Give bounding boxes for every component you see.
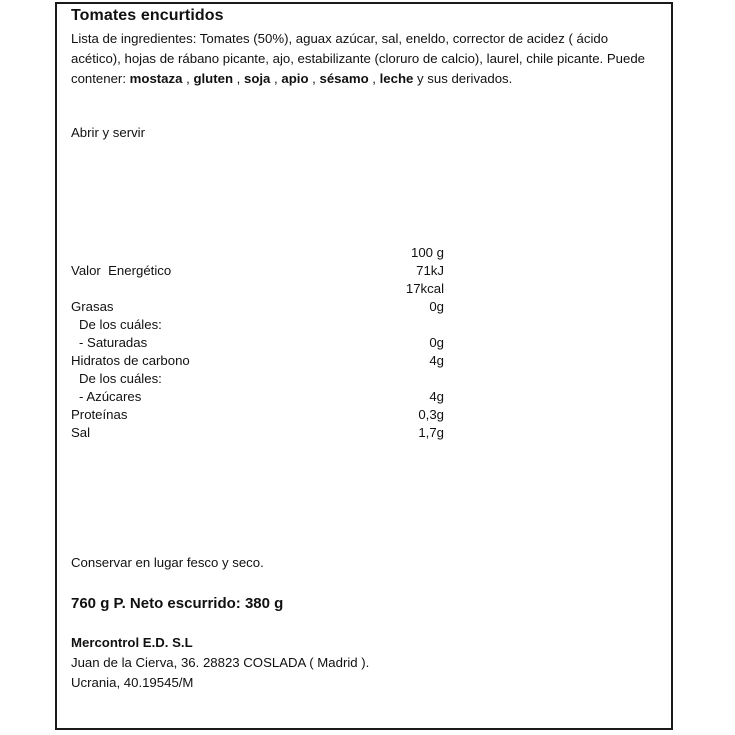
nutrition-label-saturadas: - Saturadas — [79, 335, 148, 350]
storage-instructions: Conservar en lugar fesco y seco. — [71, 555, 264, 570]
allergen-apio: apio — [281, 71, 309, 86]
nutrition-label-prote-nas: Proteínas — [71, 407, 128, 422]
allergen-leche: leche — [379, 71, 414, 86]
nutrition-value-valor-energ-tico: 71kJ — [416, 263, 444, 278]
allergen-gluten: gluten — [193, 71, 233, 86]
nutrition-label-az-cares: - Azúcares — [79, 389, 142, 404]
nutrition-value-prote-nas: 0,3g — [418, 407, 444, 422]
nutrition-label-de-los-cu-les: De los cuáles: — [79, 371, 162, 386]
company-block — [71, 633, 369, 693]
page-title: Tomates encurtidos — [71, 7, 224, 24]
nutrition-row-value — [57, 280, 671, 298]
nutrition-row-valor-energ-tico — [57, 262, 671, 280]
nutrition-row-de-los-cu-les — [57, 316, 671, 334]
nutrition-label-sal: Sal — [71, 425, 91, 440]
company-origin: Ucrania, 40.19545/M — [71, 675, 194, 690]
nutrition-label-de-los-cu-les: De los cuáles: — [79, 317, 162, 332]
nutrition-table — [57, 244, 671, 442]
nutrition-label-panel — [55, 2, 673, 730]
nutrition-value-value: 17kcal — [405, 281, 444, 296]
nutrition-header-row — [57, 244, 671, 262]
allergen-mostaza: mostaza — [129, 71, 183, 86]
usage-instructions: Abrir y servir — [71, 125, 145, 140]
nutrition-row-saturadas — [57, 334, 671, 352]
company-address: Juan de la Cierva, 36. 28823 COSLADA ( Madrid ). — [71, 655, 370, 670]
nutrition-row-prote-nas — [57, 406, 671, 424]
nutrition-value-hidratos-de-carbono: 4g — [429, 353, 444, 368]
ingredients-paragraph: Lista de ingredientes: Tomates (50%), aguax azúcar, sal, eneldo, corrector de acidez ( ácido acético), hojas de rábano picante, ajo, estabilizante (cloruro de calcio), laurel, chile picante. Puede contener: mostaza , gluten , soja , apio , sésamo , leche y sus derivados. — [71, 31, 645, 86]
nutrition-row-de-los-cu-les — [57, 370, 671, 388]
nutrition-column-header: 100 g — [410, 245, 444, 260]
nutrition-value-az-cares: 4g — [429, 389, 444, 404]
nutrition-label-hidratos-de-carbono: Hidratos de carbono — [71, 353, 190, 368]
nutrition-row-grasas — [57, 298, 671, 316]
nutrition-value-grasas: 0g — [429, 299, 444, 314]
company-name: Mercontrol E.D. S.L — [71, 635, 193, 650]
nutrition-label-grasas: Grasas — [71, 299, 114, 314]
nutrition-value-sal: 1,7g — [418, 425, 444, 440]
allergen-soja: soja — [244, 71, 271, 86]
nutrition-value-saturadas: 0g — [429, 335, 444, 350]
nutrition-row-az-cares — [57, 388, 671, 406]
nutrition-label-valor-energ-tico: Valor Energético — [71, 263, 172, 278]
nutrition-row-sal — [57, 424, 671, 442]
nutrition-row-hidratos-de-carbono — [57, 352, 671, 370]
net-weight-text: 760 g P. Neto escurrido: 380 g — [71, 595, 284, 612]
allergen-sésamo: sésamo — [319, 71, 369, 86]
